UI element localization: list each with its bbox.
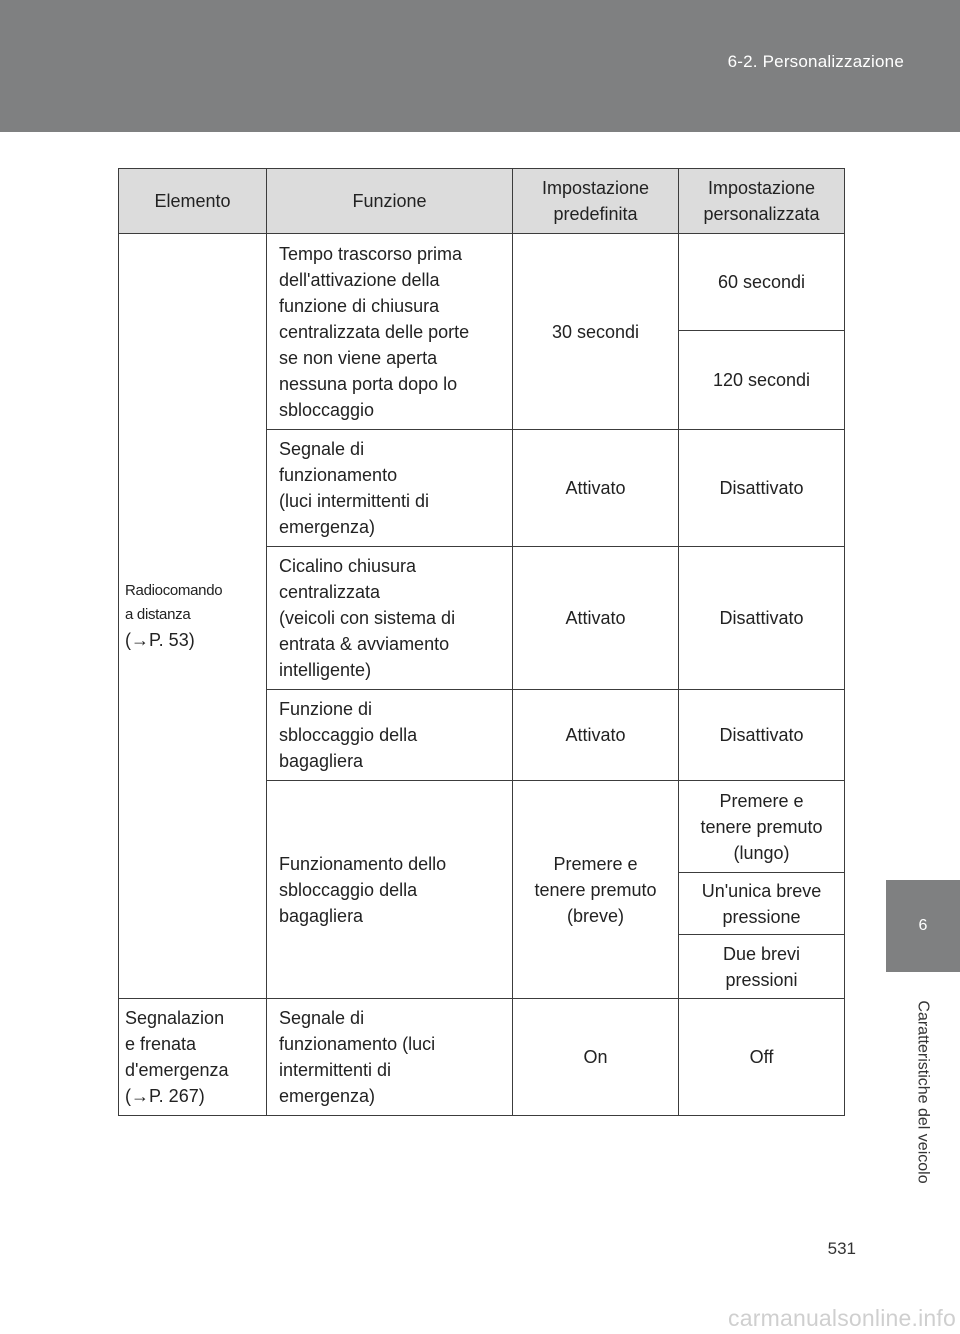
function-cell: Cicalino chiusura centralizzata (veicoli con sistema di entrata & avviamento intelligente): [267, 547, 513, 690]
custom-cell: Premere e tenere premuto (lungo): [679, 781, 845, 873]
function-cell: Funzionamento dello sbloccaggio della bagagliera: [267, 781, 513, 999]
element-cell-brake: [119, 999, 267, 1116]
custom-cell: Disattivato: [679, 690, 845, 781]
element-name: Radiocomando a distanza: [125, 582, 223, 623]
page-number: 531: [827, 1239, 856, 1258]
watermark: carmanualsonline.info: [728, 1305, 956, 1331]
page-header: [0, 0, 960, 132]
function-cell: Tempo trascorso prima dell'attivazione della funzione di chiusura centralizzata delle porte se non viene aperta nessuna porta dopo lo sbloccaggio: [267, 234, 513, 430]
custom-cell: Disattivato: [679, 430, 845, 547]
table-header-row: [119, 169, 845, 234]
custom-cell: Un'unica breve pressione: [679, 873, 845, 935]
page-reference: (→P. 267): [125, 1086, 205, 1106]
header-elemento: Elemento: [119, 169, 267, 234]
custom-cell: Off: [679, 999, 845, 1116]
custom-cell: Disattivato: [679, 547, 845, 690]
chapter-number: 6: [886, 880, 960, 972]
table-row: [119, 234, 845, 331]
function-cell: Segnale di funzionamento (luci intermittenti di emergenza): [267, 430, 513, 547]
custom-cell: 60 secondi: [679, 234, 845, 331]
customization-table: [118, 168, 845, 1116]
header-funzione: Funzione: [267, 169, 513, 234]
function-cell: Segnale di funzionamento (luci intermittenti di emergenza): [267, 999, 513, 1116]
custom-cell: 120 secondi: [679, 331, 845, 430]
function-cell: Funzione di sbloccaggio della bagagliera: [267, 690, 513, 781]
section-title: 6-2. Personalizzazione: [727, 52, 904, 71]
header-custom: Impostazione personalizzata: [679, 169, 845, 234]
chapter-side-tab: [886, 880, 960, 1210]
default-cell: Attivato: [513, 547, 679, 690]
header-default: Impostazione predefinita: [513, 169, 679, 234]
custom-cell: Due brevi pressioni: [679, 935, 845, 999]
default-cell: Premere e tenere premuto (breve): [513, 781, 679, 999]
chapter-label: Caratteristiche del veicolo: [915, 1000, 933, 1184]
table-row: [119, 999, 845, 1116]
default-cell: Attivato: [513, 430, 679, 547]
page-reference: (→P. 53): [125, 630, 195, 650]
chapter-label-box: [886, 972, 960, 1212]
element-name: Segnalazion e frenata d'emergenza: [125, 1008, 229, 1080]
element-cell-remote: [119, 234, 267, 999]
default-cell: Attivato: [513, 690, 679, 781]
default-cell: 30 secondi: [513, 234, 679, 430]
default-cell: On: [513, 999, 679, 1116]
